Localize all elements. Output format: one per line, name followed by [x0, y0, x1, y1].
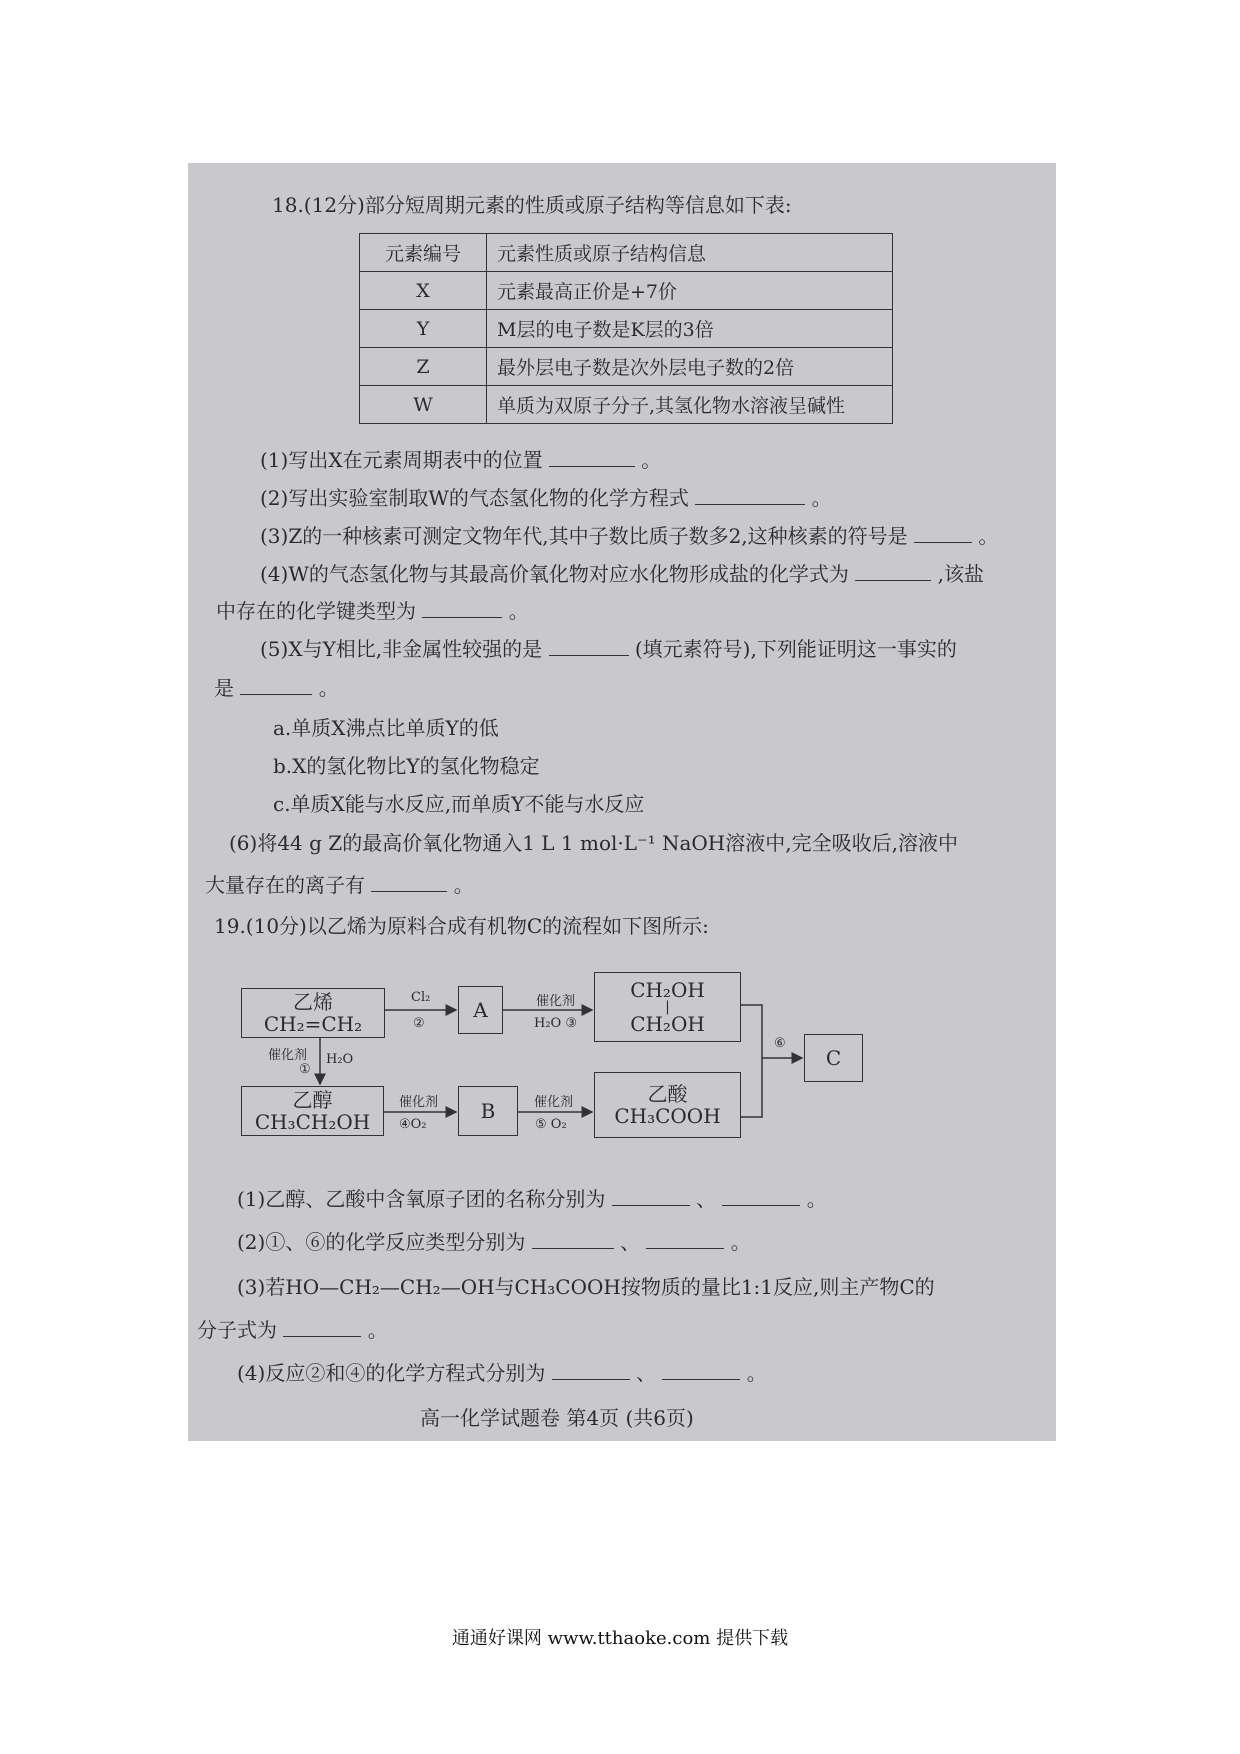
period: 。: [806, 1187, 827, 1211]
page-footer: 高一化学试题卷 第4页 (共6页): [420, 1406, 694, 1430]
q18-part4-text: (4)W的气态氢化物与其最高价氧化物对应水化物形成盐的化学式为: [260, 562, 849, 586]
compound-a-box: [458, 986, 503, 1034]
acetic-acid-box: [594, 1072, 741, 1138]
q19-part2-text: (2)①、⑥的化学反应类型分别为: [237, 1230, 526, 1254]
table-cell: 元素最高正价是+7价: [487, 272, 893, 310]
compound-b-label: B: [480, 1099, 496, 1123]
q19-part3-cont: [197, 1318, 388, 1342]
q18-part1-text: (1)写出X在元素周期表中的位置: [260, 448, 543, 472]
period: 。: [978, 524, 999, 548]
q19-part4-text: (4)反应②和④的化学方程式分别为: [237, 1361, 546, 1385]
period: 。: [730, 1230, 751, 1254]
q18-part5-text-c: 是: [214, 676, 234, 700]
answer-blank[interactable]: [662, 1361, 740, 1380]
r3-catalyst: 催化剂: [536, 994, 576, 1009]
table-cell: 最外层电子数是次外层电子数的2倍: [487, 348, 893, 386]
period: 。: [367, 1318, 388, 1342]
download-watermark: 通通好课网 www.tthaoke.com 提供下载: [451, 1628, 789, 1649]
diol-bottom: CH₂OH: [630, 1012, 705, 1036]
table-header-cell: 元素编号: [360, 234, 487, 272]
period: 。: [508, 599, 529, 623]
table-cell: W: [360, 386, 487, 424]
compound-a-label: A: [473, 998, 488, 1022]
q19-title: 19.(10分)以乙烯为原料合成有机物C的流程如下图所示:: [214, 914, 709, 938]
period: 。: [318, 676, 339, 700]
r1-reagent: H₂O: [326, 1052, 354, 1067]
q18-part6-text-b: 大量存在的离子有: [205, 873, 365, 897]
table-cell: M层的电子数是K层的3倍: [487, 310, 893, 348]
q19-part2: [237, 1230, 751, 1254]
q19-part3: (3)若HO—CH₂—CH₂—OH与CH₃COOH按物质的量比1:1反应,则主产物C的: [237, 1275, 935, 1299]
ethylene-box: [241, 988, 385, 1038]
r2-number: ②: [413, 1016, 425, 1031]
table-cell: X: [360, 272, 487, 310]
acetic-name: 乙酸: [647, 1082, 688, 1106]
diol-bond: |: [665, 999, 670, 1015]
q19-part4: [237, 1361, 767, 1385]
q19-part3-text-b: 分子式为: [197, 1318, 277, 1342]
ethanol-name: 乙醇: [292, 1088, 333, 1112]
r5-catalyst: 催化剂: [534, 1095, 574, 1110]
answer-blank[interactable]: [283, 1318, 361, 1337]
q19-part1: [237, 1187, 827, 1211]
period: 。: [641, 448, 662, 472]
r1-number: ①: [299, 1062, 311, 1077]
answer-blank[interactable]: [552, 1361, 630, 1380]
period: 。: [453, 873, 474, 897]
ethylene-name: 乙烯: [293, 990, 333, 1014]
compound-b-box: [458, 1086, 518, 1136]
table-header-cell: 元素性质或原子结构信息: [487, 234, 893, 272]
answer-blank[interactable]: [646, 1230, 724, 1249]
option-c: c.单质X能与水反应,而单质Y不能与水反应: [273, 792, 645, 816]
separator: 、: [636, 1361, 657, 1385]
ethylene-glycol-box: [594, 972, 741, 1042]
q18-part2-text: (2)写出实验室制取W的气态氢化物的化学方程式: [260, 486, 689, 510]
q18-part4-text-b: ,该盐: [937, 562, 984, 586]
q18-part4-text-c: 中存在的化学键类型为: [216, 599, 416, 623]
ethanol-box: [241, 1086, 384, 1136]
q18-part6: (6)将44 g Z的最高价氧化物通入1 L 1 mol·L⁻¹ NaOH溶液中,完全吸收后,溶液中: [229, 831, 958, 855]
merge-bracket: [741, 1005, 762, 1117]
answer-blank[interactable]: [612, 1187, 690, 1206]
separator: 、: [620, 1230, 641, 1254]
answer-blank[interactable]: [722, 1187, 800, 1206]
r2-reagent: Cl₂: [411, 990, 431, 1005]
q18-title: 18.(12分)部分短周期元素的性质或原子结构等信息如下表:: [272, 193, 792, 217]
r5-reagent: ⑤ O₂: [535, 1117, 567, 1132]
separator: 、: [696, 1187, 717, 1211]
r3-reagent: H₂O ③: [534, 1016, 577, 1031]
option-b: b.X的氢化物比Y的氢化物稳定: [273, 754, 540, 778]
ethylene-formula: CH₂=CH₂: [263, 1012, 363, 1036]
answer-blank[interactable]: [532, 1230, 614, 1249]
period: 。: [811, 486, 832, 510]
compound-c-label: C: [825, 1046, 842, 1070]
q18-part5-text-b: (填元素符号),下列能证明这一事实的: [634, 637, 957, 661]
q18-part5-text: (5)X与Y相比,非金属性较强的是: [260, 637, 543, 661]
r6-number: ⑥: [774, 1036, 786, 1051]
q18-part3-text: (3)Z的一种核素可测定文物年代,其中子数比质子数多2,这种核素的符号是: [260, 524, 908, 548]
period: 。: [746, 1361, 767, 1385]
r1-catalyst: 催化剂: [268, 1048, 308, 1063]
table-cell: Z: [360, 348, 487, 386]
option-a: a.单质X沸点比单质Y的低: [273, 716, 499, 740]
diol-top: CH₂OH: [630, 978, 705, 1002]
compound-c-box: [804, 1034, 863, 1082]
r4-catalyst: 催化剂: [399, 1095, 439, 1110]
ethanol-formula: CH₃CH₂OH: [254, 1110, 371, 1134]
q19-part1-text: (1)乙醇、乙酸中含氧原子团的名称分别为: [237, 1187, 606, 1211]
table-cell: Y: [360, 310, 487, 348]
table-cell: 单质为双原子分子,其氢化物水溶液呈碱性: [487, 386, 893, 424]
r4-reagent: ④O₂: [399, 1117, 427, 1132]
acetic-formula: CH₃COOH: [614, 1104, 721, 1128]
